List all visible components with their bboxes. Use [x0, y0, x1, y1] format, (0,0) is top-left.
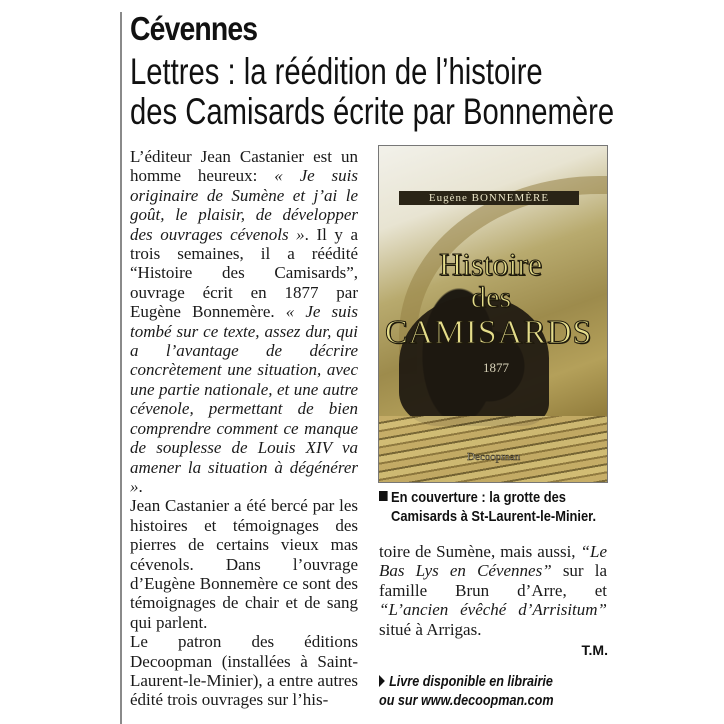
- paragraph-1: L’éditeur Jean Castanier est un homme heureux: « Je suis originaire de Sumène et j’ai le goût, le plaisir, de développer des ouvrages cévenols ». Il y a trois semaines, il a réédité “Histoire des Camisards”, ouvrage écrit en 1877 par Eugène Bonnemère. « Je suis tombé sur ce texte, assez dur, qui a l’avantage de décrire concrètement une situation, avec une partie nationale, et une autre cévenole, permettant de bien comprendre comment ce manque de souplesse de Louis XIV va amener la situation à dégénérer ».: [130, 147, 359, 496]
- cover-year: 1877: [483, 360, 509, 375]
- availability-note: Livre disponible en librairie ou sur www.decoopman.com: [379, 672, 597, 710]
- square-bullet-icon: [379, 491, 388, 501]
- book-cover-photo: [378, 145, 608, 483]
- headline-line-2: des Camisards écrite par Bonnemère: [130, 91, 615, 132]
- quote-2: « Je suis tombé sur ce texte, assez dur, qui a l’avantage de décrire concrètement une situation, avec une partie nationale, et une autre cévenole, permettant de bien comprendre comment ce manque de souplesse de Louis XIV va amener la situation à dégénérer »: [130, 302, 358, 496]
- paragraph-2: Jean Castanier a été bercé par les histoires et témoignages des pierres de certains vieux mas cévenols. Dans l’ouvrage d’Eugène Bonnemère ce sont des témoignages de chair et de sang qui parlent.: [130, 496, 358, 632]
- cave-ground: [379, 416, 607, 482]
- quote-1: « Je suis originaire de Sumène et j’ai le goût, le plaisir, de développer des ouvrages cévenols »: [130, 166, 359, 244]
- headline-line-1: Lettres : la réédition de l’histoire: [130, 51, 543, 92]
- photo-caption: En couverture : la grotte des Camisards à St-Laurent-le-Minier.: [379, 488, 585, 526]
- title-2: “L’ancien évêché d’Arrisitum”: [379, 600, 607, 620]
- column-rule: [120, 12, 122, 724]
- arrow-bullet-icon: [379, 675, 385, 687]
- cover-title-line-2: des: [471, 281, 511, 314]
- cover-title-line-1: Histoire: [439, 246, 543, 282]
- paragraph-4: toire de Sumène, mais aussi, “Le Bas Lys en Cévennes” sur la famille Brun d’Arre, et “L’ancien évêché d’Arrisitum” situé à Arrigas.: [379, 542, 607, 639]
- paragraph-3: Le patron des éditions Decoopman (installées à Saint-Laurent-le-Minier), a entre autres édité trois ouvrages sur l’his-: [130, 632, 358, 710]
- title-1: “Le Bas Lys en Cévennes”: [379, 542, 607, 581]
- author-signature: T.M.: [581, 642, 608, 658]
- cover-title-line-3: CAMISARDS: [385, 314, 593, 351]
- section-kicker: Cévennes: [130, 10, 258, 47]
- cover-publisher: Decoopman: [467, 451, 521, 463]
- body-column-right: [379, 542, 607, 639]
- cover-author: Eugène BONNEMÈRE: [399, 191, 579, 205]
- headline: [130, 52, 614, 132]
- website-link[interactable]: ou sur www.decoopman.com: [379, 692, 554, 709]
- body-column-left: [130, 147, 358, 710]
